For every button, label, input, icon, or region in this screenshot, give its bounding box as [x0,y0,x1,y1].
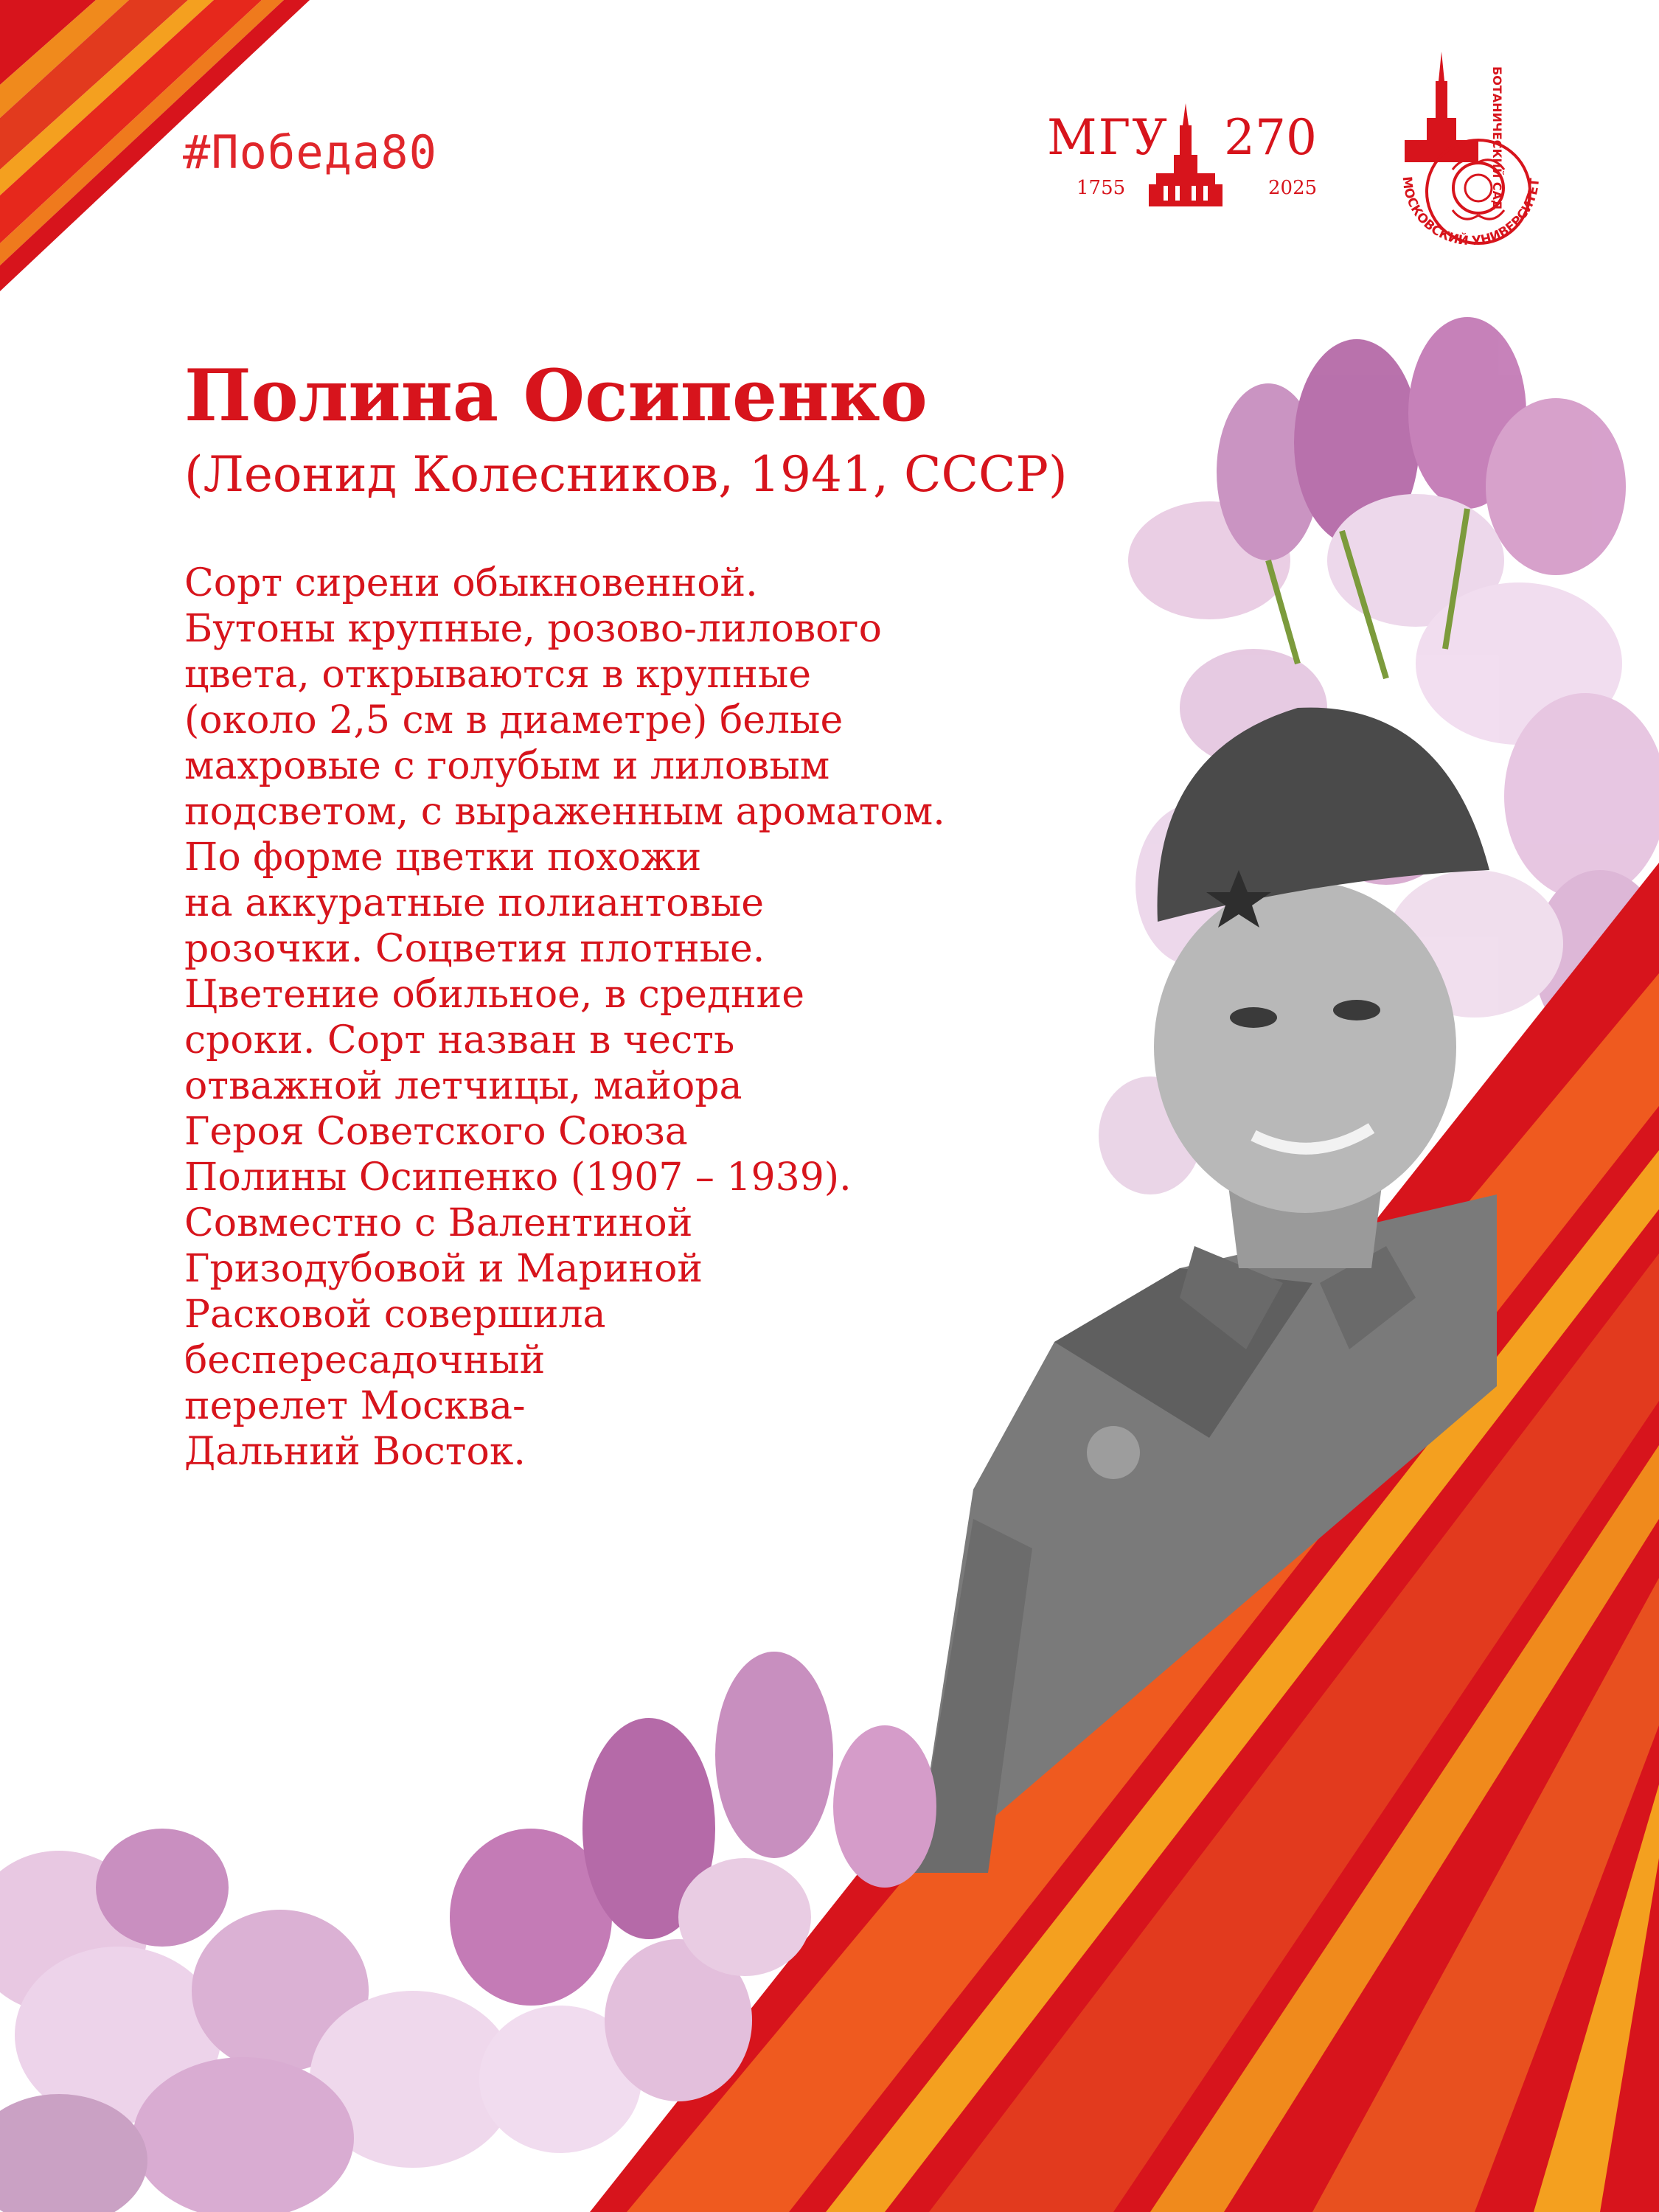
description-line: Цветение обильное, в средние [184,973,805,1017]
description-line: Гризодубовой и Мариной [184,1247,703,1291]
description-line: Расковой совершила [184,1293,606,1337]
description-line: Героя Советского Союза [184,1110,688,1154]
garden-logo-bottom-text: МОСКОВСКИЙ УНИВЕРСИТЕТ [1399,175,1543,249]
garden-logo-top-text: БОТАНИЧЕСКИЙ САД [1490,66,1504,211]
description-line: Дальний Восток. [184,1430,526,1474]
description-line: сроки. Сорт назван в честь [184,1018,735,1062]
hashtag-label: #Победа80 [183,125,437,179]
description-line: (около 2,5 см в диаметре) белые [184,698,844,742]
description-line: По форме цветки похожи [184,835,702,880]
variety-description [184,560,1158,1475]
description-line: беспересадочный [184,1338,546,1382]
description-line: перелет Москва- [184,1384,526,1428]
description-line: розочки. Соцветия плотные. [184,927,765,971]
description-line: Сорт сирени обыкновенной. [184,561,758,605]
description-line: на аккуратные полиантовые [184,881,765,925]
university-tower-icon [1141,103,1230,214]
mgu-logo-year-start: 1755 [1077,177,1126,199]
svg-text:БОТАНИЧЕСКИЙ САД [1490,66,1504,210]
botanical-garden-logo [1382,52,1559,273]
mgu-logo-name: МГУ [1047,109,1169,166]
description-line: Полины Осипенко (1907 – 1939). [184,1155,852,1200]
description-line: подсветом, с выраженным ароматом. [184,790,945,834]
description-line: Совместно с Валентиной [184,1201,693,1245]
mgu-logo-number: 270 [1224,109,1317,166]
variety-subtitle: (Леонид Колесников, 1941, СССР) [184,446,1068,503]
description-line: махровые с голубым и лиловым [184,744,830,788]
description-line: отважной летчицы, майора [184,1064,742,1108]
description-line: Бутоны крупные, розово-лилового [184,607,882,651]
description-line: цвета, открываются в крупные [184,653,812,697]
variety-title: Полина Осипенко [184,354,928,437]
mgu-logo-year-end: 2025 [1268,177,1318,199]
mgu-270-logo [1047,103,1327,221]
